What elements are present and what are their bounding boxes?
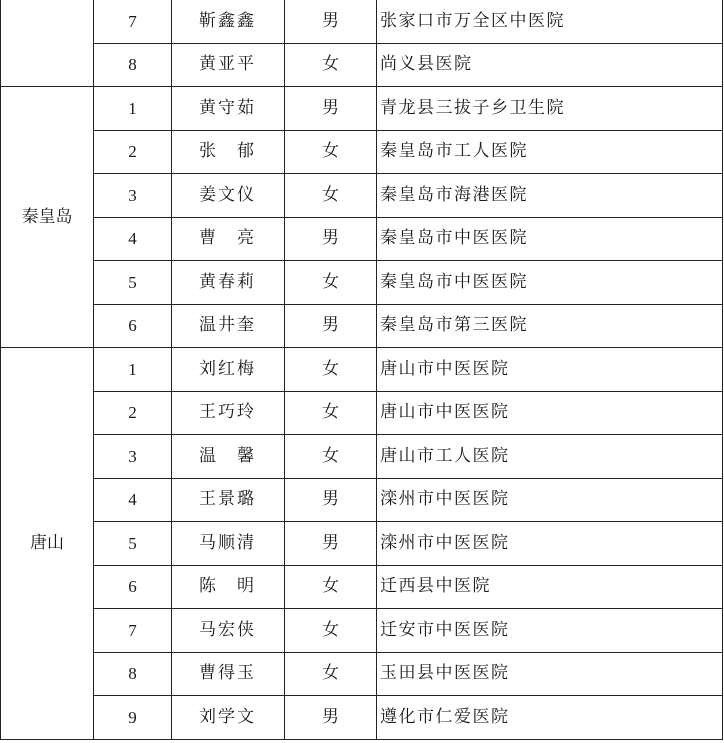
table-row (1, 348, 723, 392)
row-number-cell: 5 (94, 522, 172, 566)
person-name-cell: 靳鑫鑫 (172, 0, 285, 43)
person-name-cell: 马顺清 (172, 522, 285, 566)
person-name-cell: 黄亚平 (172, 43, 285, 87)
table-body (1, 0, 723, 739)
gender-cell: 女 (285, 43, 377, 87)
row-number-cell: 5 (94, 261, 172, 305)
work-unit-cell: 迁西县中医院 (377, 565, 723, 609)
person-name-cell: 黄春莉 (172, 261, 285, 305)
gender-cell: 男 (285, 0, 377, 43)
person-name-cell: 温 馨 (172, 435, 285, 479)
table-row (1, 43, 723, 87)
person-name-cell: 刘学文 (172, 696, 285, 740)
gender-cell: 女 (285, 652, 377, 696)
table-row (1, 391, 723, 435)
work-unit-cell: 滦州市中医医院 (377, 478, 723, 522)
row-number-cell: 2 (94, 391, 172, 435)
gender-cell: 男 (285, 304, 377, 348)
row-number-cell: 7 (94, 609, 172, 653)
work-unit-cell: 迁安市中医医院 (377, 609, 723, 653)
row-number-cell: 4 (94, 217, 172, 261)
gender-cell: 女 (285, 565, 377, 609)
table-row (1, 174, 723, 218)
work-unit-cell: 秦皇岛市第三医院 (377, 304, 723, 348)
gender-cell: 女 (285, 435, 377, 479)
person-name-cell: 曹 亮 (172, 217, 285, 261)
row-number-cell: 2 (94, 130, 172, 174)
row-number-cell: 1 (94, 87, 172, 131)
work-unit-cell: 秦皇岛市海港医院 (377, 174, 723, 218)
region-cell: 秦皇岛 (1, 87, 94, 348)
work-unit-cell: 尚义县医院 (377, 43, 723, 87)
gender-cell: 女 (285, 348, 377, 392)
table-row (1, 478, 723, 522)
person-name-cell: 曹得玉 (172, 652, 285, 696)
row-number-cell: 8 (94, 652, 172, 696)
region-cell: 唐山 (1, 348, 94, 740)
row-number-cell: 3 (94, 435, 172, 479)
row-number-cell: 8 (94, 43, 172, 87)
work-unit-cell: 唐山市工人医院 (377, 435, 723, 479)
work-unit-cell: 青龙县三拔子乡卫生院 (377, 87, 723, 131)
person-name-cell: 黄守茹 (172, 87, 285, 131)
gender-cell: 女 (285, 391, 377, 435)
person-name-cell: 刘红梅 (172, 348, 285, 392)
work-unit-cell: 张家口市万全区中医院 (377, 0, 723, 43)
table-row (1, 565, 723, 609)
table-row (1, 261, 723, 305)
gender-cell: 女 (285, 609, 377, 653)
table-row (1, 217, 723, 261)
table-row (1, 304, 723, 348)
table-row (1, 435, 723, 479)
gender-cell: 男 (285, 522, 377, 566)
region-cell (1, 0, 94, 87)
table-row (1, 87, 723, 131)
work-unit-cell: 遵化市仁爱医院 (377, 696, 723, 740)
gender-cell: 女 (285, 174, 377, 218)
table-row (1, 522, 723, 566)
row-number-cell: 3 (94, 174, 172, 218)
person-name-cell: 张 郁 (172, 130, 285, 174)
person-name-cell: 温井奎 (172, 304, 285, 348)
work-unit-cell: 滦州市中医医院 (377, 522, 723, 566)
work-unit-cell: 唐山市中医医院 (377, 348, 723, 392)
table-row (1, 0, 723, 43)
work-unit-cell: 秦皇岛市中医医院 (377, 261, 723, 305)
table-row (1, 130, 723, 174)
work-unit-cell: 秦皇岛市中医医院 (377, 217, 723, 261)
row-number-cell: 7 (94, 0, 172, 43)
table-row (1, 696, 723, 740)
gender-cell: 男 (285, 87, 377, 131)
row-number-cell: 6 (94, 304, 172, 348)
gender-cell: 男 (285, 696, 377, 740)
row-number-cell: 4 (94, 478, 172, 522)
person-name-cell: 姜文仪 (172, 174, 285, 218)
person-name-cell: 王巧玲 (172, 391, 285, 435)
person-name-cell: 王景璐 (172, 478, 285, 522)
gender-cell: 男 (285, 478, 377, 522)
row-number-cell: 6 (94, 565, 172, 609)
table-row (1, 609, 723, 653)
row-number-cell: 9 (94, 696, 172, 740)
gender-cell: 女 (285, 130, 377, 174)
person-name-cell: 陈 明 (172, 565, 285, 609)
person-name-cell: 马宏侠 (172, 609, 285, 653)
gender-cell: 女 (285, 261, 377, 305)
work-unit-cell: 玉田县中医医院 (377, 652, 723, 696)
work-unit-cell: 唐山市中医医院 (377, 391, 723, 435)
table-row (1, 652, 723, 696)
row-number-cell: 1 (94, 348, 172, 392)
gender-cell: 男 (285, 217, 377, 261)
work-unit-cell: 秦皇岛市工人医院 (377, 130, 723, 174)
